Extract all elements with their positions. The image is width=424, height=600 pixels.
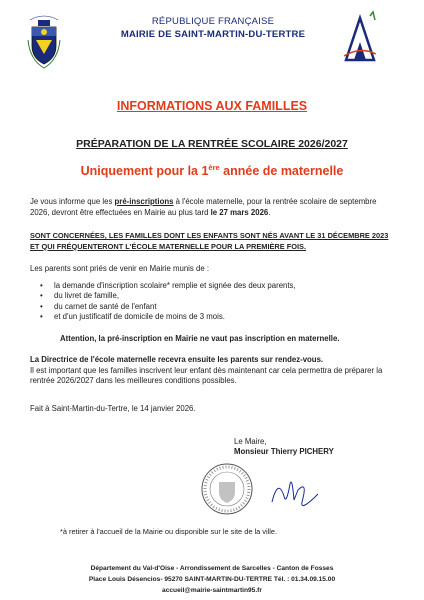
list-item [40, 291, 384, 301]
bullet-icon: • [40, 312, 43, 322]
concerned-families: SONT CONCERNÉES, LES FAMILLES DONT LES ENFANTS SONT NÉS AVANT LE 31 DÉCEMBRE 2023 ET QUI FRÉQUENTERONT L'ÉCOLE MATERNELLE POUR LA PREMIÈRE FOIS. [30, 231, 389, 251]
list-item-text: et d'un justificatif de domicile de moins de 3 mois. [54, 312, 225, 322]
list-item-text: la demande d'inscription scolaire* remplie et signée des deux parents, [54, 281, 296, 290]
list-item-text: du livret de famille, [54, 291, 120, 301]
document-title: INFORMATIONS AUX FAMILLES [116, 99, 308, 113]
directrice-bold: La Directrice de l'école maternelle recevra ensuite les parents sur rendez-vous. [30, 355, 324, 364]
republic-heading: RÉPUBLIQUE FRANÇAISE [151, 16, 275, 27]
signature-role: Le Maire, [234, 437, 267, 446]
bullet-icon: • [40, 301, 43, 311]
footer-line-2: Place Louis Désencios- 95270 SAINT-MARTIN-DU-TERTRE Tél. : 01.34.09.15.00 [88, 576, 336, 583]
list-item [40, 281, 384, 291]
mairie-heading: MAIRIE DE SAINT-MARTIN-DU-TERTRE [120, 29, 306, 40]
handwritten-signature-icon [268, 472, 324, 516]
list-item-text: du carnet de santé de l'enfant [54, 301, 157, 311]
footer-email-link[interactable]: accueil@mairie-saintmartin95.fr [162, 587, 262, 594]
coat-of-arms-icon [24, 10, 64, 72]
documents-list [38, 281, 384, 323]
headline [0, 163, 424, 178]
intro-text-c: à l'école maternelle, pour la rentrée scolaire de septembre 2026, devront être effectuées en Mairie au plus tard [30, 197, 377, 217]
footer-line-1: Département du Val-d'Oise - Arrondissement de Sarcelles - Canton de Fosses [90, 565, 334, 572]
intro-paragraph [30, 197, 394, 218]
directrice-paragraph [30, 355, 394, 387]
town-logo-icon [340, 10, 380, 66]
official-stamp-icon [200, 462, 254, 516]
intro-text-a: Je vous informe que les [30, 197, 115, 206]
bullet-icon: • [40, 291, 43, 301]
headline-sup: ère [208, 163, 220, 172]
attention-notice: Attention, la pré-inscription en Mairie ne vaut pas inscription en maternelle. [60, 334, 340, 343]
bullet-icon: • [40, 281, 43, 290]
intro-text-e: . [268, 207, 271, 217]
intro-deadline: le 27 mars 2026 [210, 207, 269, 217]
directrice-rest: Il est important que les familles inscrivent leur enfant dès maintenant car cela permettra de préparer la rentrée 2026/2027 dans les meilleures conditions possibles. [30, 365, 383, 385]
intro-text-b: pré-inscriptions [114, 197, 174, 206]
signature-name: Monsieur Thierry PICHERY [234, 447, 334, 456]
headline-pre: Uniquement pour la 1 [80, 164, 209, 178]
list-item [40, 312, 384, 322]
documents-intro: Les parents sont priés de venir en Mairie munis de : [30, 264, 209, 273]
done-at: Fait à Saint-Martin-du-Tertre, le 14 janvier 2026. [30, 404, 196, 413]
headline-post: année de maternelle [219, 164, 344, 178]
document-subtitle: PRÉPARATION DE LA RENTRÉE SCOLAIRE 2026/2027 [76, 138, 348, 150]
list-item [40, 301, 384, 312]
footnote: *à retirer à l'accueil de la Mairie ou disponible sur le site de la ville. [60, 527, 278, 536]
